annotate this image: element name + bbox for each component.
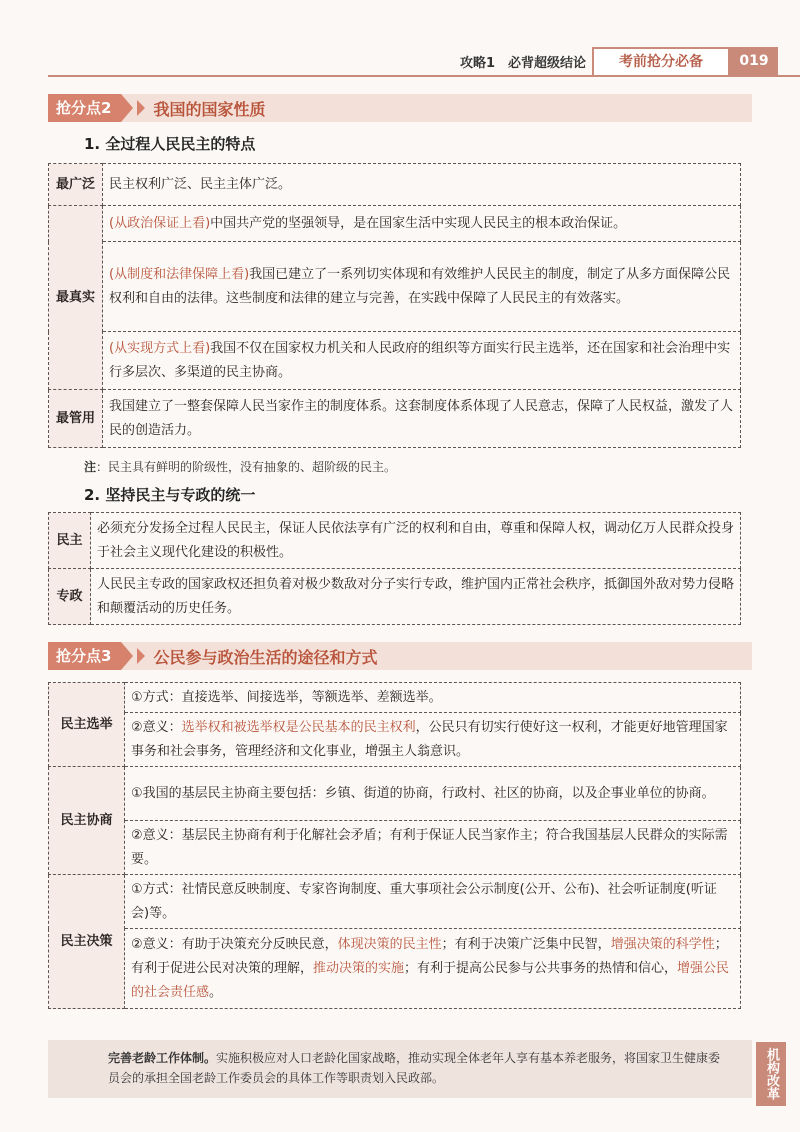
row-label: 民主选举 — [49, 683, 125, 767]
table-row — [49, 164, 741, 206]
table-row — [49, 242, 741, 332]
row-text: 民主权利广泛、民主主体广泛。 — [103, 164, 741, 206]
text-part: ②意义：有助于决策充分反映民意， — [131, 936, 338, 952]
table-row — [49, 206, 741, 242]
text-part: ；有利于决策广泛集中民智， — [441, 936, 611, 952]
table-row — [49, 929, 741, 1009]
features-table — [48, 163, 741, 448]
section2-title: 我国的国家性质 — [153, 99, 266, 119]
note — [84, 458, 396, 475]
text-part: ，公民只有切实行使好这一权利，才能更好地管理国家事务和社会事务，管理经济和文化事业，增强主人翁意识。 — [131, 719, 728, 759]
arrow-icon — [137, 100, 145, 116]
subheading-2: 2. 坚持民主与专政的统一 — [84, 486, 256, 504]
participation-table — [48, 682, 741, 1009]
row-body: 中国共产党的坚强领导，是在国家生活中实现人民民主的根本政治保证。 — [210, 215, 627, 231]
side-tab: 机构改革 — [756, 1042, 786, 1106]
row-text: ①方式：直接选举、间接选举，等额选举、差额选举。 — [125, 683, 741, 713]
highlight: 选举权和被选举权是公民基本的民主权利 — [181, 719, 416, 735]
row-text — [103, 332, 741, 390]
row-body: 我国不仅在国家权力机关和人民政府的组织等方面实行民主选举，还在国家和社会治理中实行多层次、多渠道的民主协商。 — [109, 340, 731, 380]
perspective-label: (从制度和法律保障上看) — [109, 266, 250, 282]
text-part: 。 — [209, 984, 223, 1000]
table-row — [49, 821, 741, 875]
row-label: 最广泛 — [49, 164, 103, 206]
section2-banner — [48, 94, 265, 122]
row-text: ①我国的基层民主协商主要包括：乡镇、街道的协商，行政村、社区的协商，以及企事业单位的协商。 — [125, 767, 741, 821]
page-number: 019 — [730, 47, 778, 75]
row-label: 民主 — [49, 513, 91, 569]
table-row — [49, 390, 741, 448]
row-text — [125, 713, 741, 767]
row-label: 最管用 — [49, 390, 103, 448]
table-row — [49, 875, 741, 929]
table-row — [49, 513, 741, 569]
header-rule — [48, 75, 800, 77]
table-row — [49, 683, 741, 713]
footer-text: 实施积极应对人口老龄化国家战略，推动实现全体老年人享有基本养老服务，将国家卫生健康委员会的承担全国老龄工作委员会的具体工作等职责划入民政部。 — [108, 1051, 721, 1085]
page-header — [0, 46, 800, 76]
text-part: ；有利于促进公民对决策的理解， — [131, 936, 728, 976]
row-text — [103, 206, 741, 242]
section3-tag: 抢分点3 — [48, 642, 121, 670]
row-label: 民主协商 — [49, 767, 125, 875]
header-badge: 考前抢分必备 — [592, 47, 730, 75]
row-text: ①方式：社情民意反映制度、专家咨询制度、重大事项社会公示制度(公开、公布)、社会听证制度(听证会)等。 — [125, 875, 741, 929]
arrow-icon — [137, 648, 145, 664]
text-part: ；有利于提高公民参与公共事务的热情和信心， — [404, 960, 678, 976]
footer-bold: 完善老龄工作体制。 — [108, 1051, 217, 1065]
table-row — [49, 569, 741, 625]
democracy-dictatorship-table — [48, 512, 741, 625]
table-row — [49, 713, 741, 767]
highlight: 体现决策的民主性 — [337, 936, 442, 952]
row-body: 我国已建立了一系列切实体现和有效维护人民民主的制度，制定了从多方面保障公民权利和自由的法律。这些制度和法律的建立与完善，在实践中保障了人民民主的有效落实。 — [109, 266, 731, 306]
highlight: 增强决策的科学性 — [610, 936, 715, 952]
section3-banner — [48, 642, 377, 670]
row-label: 最真实 — [49, 206, 103, 390]
perspective-label: (从实现方式上看) — [109, 340, 211, 356]
section2-tag: 抢分点2 — [48, 94, 121, 122]
highlight: 推动决策的实施 — [313, 960, 405, 976]
perspective-label: (从政治保证上看) — [109, 215, 211, 231]
note-text: ：民主具有鲜明的阶级性，没有抽象的、超阶级的民主。 — [96, 460, 397, 474]
highlight: 增强公民的社会责任感 — [131, 960, 730, 1000]
footer-note — [48, 1040, 752, 1098]
row-text: 必须充分发扬全过程人民民主，保证人民依法享有广泛的权利和自由，尊重和保障人权，调动亿万人民群众投身于社会主义现代化建设的积极性。 — [91, 513, 741, 569]
row-label: 专政 — [49, 569, 91, 625]
subheading-1: 1. 全过程人民民主的特点 — [84, 135, 256, 153]
row-text: 我国建立了一整套保障人民当家作主的制度体系。这套制度体系体现了人民意志，保障了人民权益，激发了人民的创造活力。 — [103, 390, 741, 448]
table-row — [49, 767, 741, 821]
row-text — [103, 242, 741, 332]
row-text — [125, 929, 741, 1009]
row-text: 人民民主专政的国家政权还担负着对极少数敌对分子实行专政，维护国内正常社会秩序，抵御国外敌对势力侵略和颠覆活动的历史任务。 — [91, 569, 741, 625]
row-label: 民主决策 — [49, 875, 125, 1009]
section3-title: 公民参与政治生活的途径和方式 — [153, 647, 378, 667]
chapter-title: 攻略1 必背超级结论 — [459, 56, 586, 71]
row-text: ②意义：基层民主协商有利于化解社会矛盾；有利于保证人民当家作主；符合我国基层人民群众的实际需要。 — [125, 821, 741, 875]
note-label: 注 — [84, 460, 97, 474]
table-row — [49, 332, 741, 390]
text-part: ②意义： — [131, 719, 182, 735]
